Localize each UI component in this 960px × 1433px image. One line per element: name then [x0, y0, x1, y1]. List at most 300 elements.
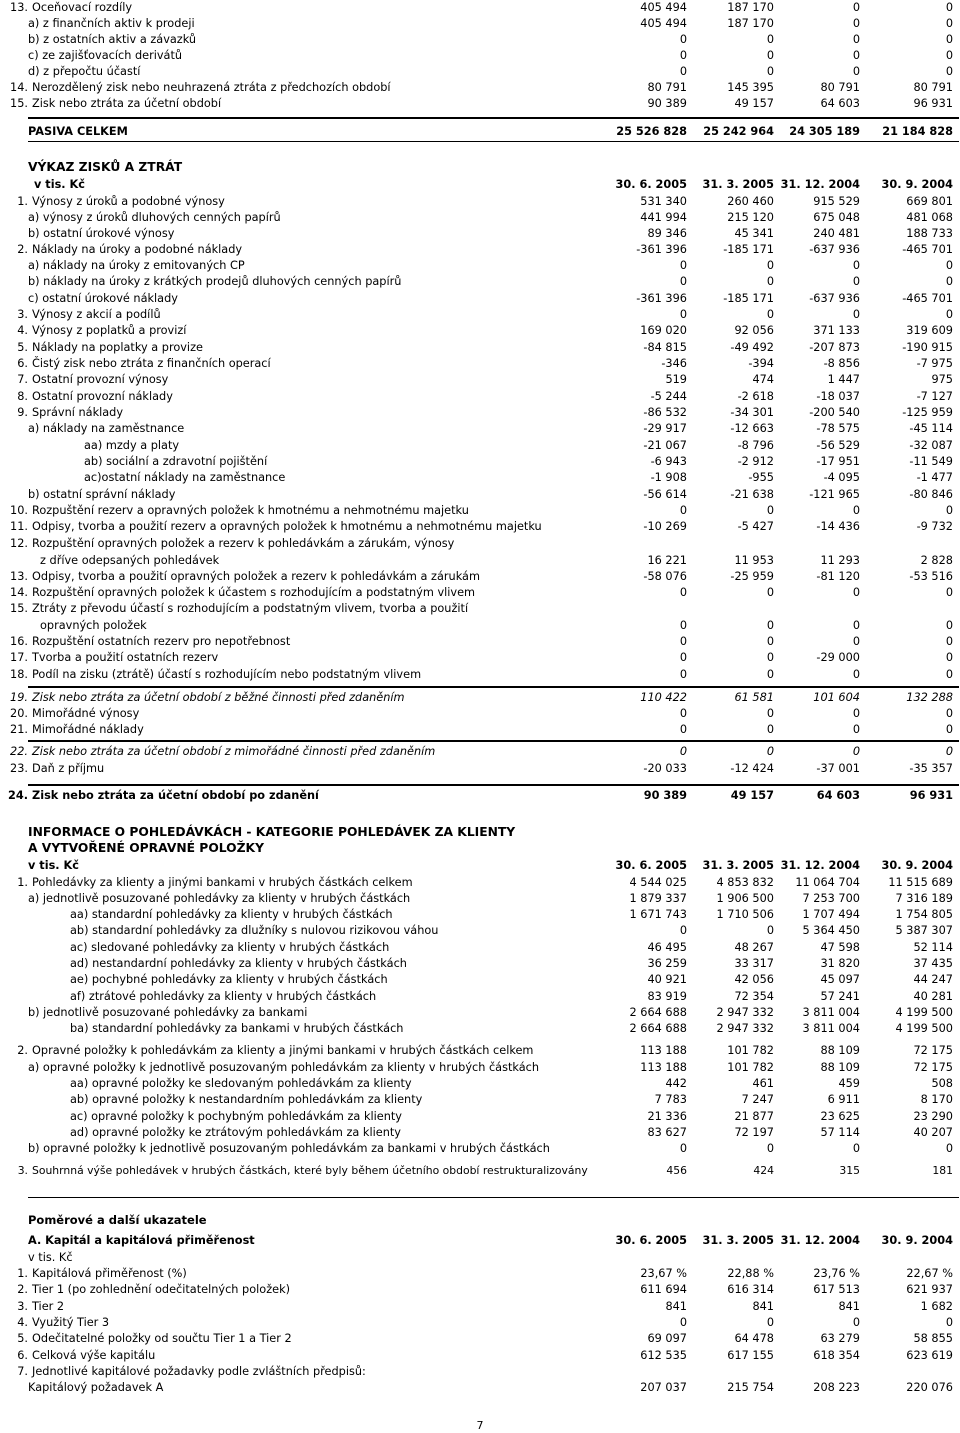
value-col-4: 621 937 — [906, 1283, 953, 1296]
vykaz-zisku-row — [0, 307, 960, 323]
row-label: c) ze zajišťovacích derivátů — [28, 49, 183, 62]
value-col-2: 0 — [766, 65, 774, 78]
row-label: Pohledávky za klienty a jinými bankami v hrubých částkách celkem — [32, 876, 413, 889]
row-label: Náklady na poplatky a provize — [32, 341, 203, 354]
row-label: Náklady na úroky a podobné náklady — [32, 243, 243, 256]
value-col-1: 0 — [679, 924, 687, 937]
value-col-2: -12 424 — [730, 762, 774, 775]
value-col-4: 96 931 — [909, 789, 953, 802]
value-col-3: 3 811 004 — [802, 1022, 860, 1035]
row-label: ac) opravné položky k pochybným pohledávkám za klienty — [70, 1110, 402, 1123]
value-col-3: 45 097 — [820, 973, 860, 986]
row-label: ab) standardní pohledávky za dlužníky s nulovou rizikovou váhou — [70, 924, 439, 937]
value-col-2: 21 877 — [734, 1110, 774, 1123]
row-label: Odpisy, tvorba a použití opravných položek a rezerv k pohledávkám a zárukám — [32, 570, 480, 583]
value-col-4: -125 959 — [902, 406, 953, 419]
value-col-4: 508 — [931, 1077, 953, 1090]
row-label: Kapitálová přiměřenost (%) — [32, 1267, 187, 1280]
row-number: 3. — [17, 1300, 28, 1313]
pomerove-ukazatele-row — [0, 1250, 960, 1266]
row-label: Rozpuštění opravných položek k účastem s rozhodujícím a podstatným vlivem — [32, 586, 476, 599]
value-col-2: 33 317 — [734, 957, 774, 970]
rozvaha-end-row — [0, 0, 960, 16]
row-number: 4. — [17, 324, 28, 337]
value-col-2: 45 341 — [734, 227, 774, 240]
pomerove-ukazatele-row — [0, 1348, 960, 1364]
row-label: a) náklady na úroky z emitovaných CP — [28, 259, 245, 272]
value-col-1: -346 — [661, 357, 687, 370]
row-label: a) z finančních aktiv k prodeji — [28, 17, 195, 30]
value-col-3: 31. 12. 2004 — [780, 859, 860, 872]
row-label: A. Kapitál a kapitálová přiměřenost — [28, 1234, 255, 1247]
value-col-4: -9 732 — [916, 520, 953, 533]
value-col-1: 611 694 — [640, 1283, 687, 1296]
value-col-4: 0 — [945, 586, 953, 599]
value-col-2: 0 — [766, 668, 774, 681]
vykaz-zisku-row — [0, 242, 960, 258]
value-col-2: 0 — [766, 275, 774, 288]
value-col-1: 2 664 688 — [629, 1022, 687, 1035]
row-label: Využitý Tier 3 — [32, 1316, 110, 1329]
value-col-1: 0 — [679, 707, 687, 720]
value-col-2: -185 171 — [723, 292, 774, 305]
value-col-2: -955 — [748, 471, 774, 484]
value-col-2: 0 — [766, 619, 774, 632]
row-label: Podíl na zisku (ztrátě) účastí s rozhodujícím nebo podstatným vlivem — [32, 668, 422, 681]
value-col-4: 58 855 — [913, 1332, 953, 1345]
pasiva-bottom-rule — [28, 141, 959, 142]
value-col-2: 31. 3. 2005 — [702, 859, 774, 872]
value-col-2: 0 — [766, 1316, 774, 1329]
row-label: b) ostatní úrokové výnosy — [28, 227, 175, 240]
value-col-2: 1 906 500 — [716, 892, 774, 905]
value-col-2: 101 782 — [727, 1044, 774, 1057]
value-col-1: 110 422 — [640, 691, 687, 704]
row-number: 15. — [10, 97, 28, 110]
value-col-1: 0 — [679, 33, 687, 46]
value-col-1: -58 076 — [643, 570, 687, 583]
value-col-3: 459 — [838, 1077, 860, 1090]
value-col-3: -207 873 — [809, 341, 860, 354]
value-col-3: 0 — [852, 259, 860, 272]
vykaz-zisku-row — [0, 210, 960, 226]
row-label: Ztráty z převodu účastí s rozhodujícím a podstatným vlivem, tvorba a použití — [32, 602, 469, 615]
value-col-1: 7 783 — [654, 1093, 687, 1106]
row-label: Ostatní provozní výnosy — [32, 373, 169, 386]
value-col-1: 90 389 — [643, 789, 687, 802]
value-col-3: 915 529 — [813, 195, 860, 208]
row-label: Kapitálový požadavek A — [28, 1381, 164, 1394]
value-col-2: 31. 3. 2005 — [702, 178, 774, 191]
row-number: 13. — [10, 570, 28, 583]
row-number: 16. — [10, 635, 28, 648]
net-profit-rule — [28, 784, 959, 786]
row-label: Souhrnná výše pohledávek v hrubých částkách, které byly během účetního období restrukturalizovány — [32, 1164, 588, 1177]
row-label: Mimořádné výnosy — [32, 707, 140, 720]
value-col-2: -21 638 — [730, 488, 774, 501]
value-col-4: 220 076 — [906, 1381, 953, 1394]
row-label: Odečitatelné položky od součtu Tier 1 a Tier 2 — [32, 1332, 292, 1345]
value-col-2: 64 478 — [734, 1332, 774, 1345]
value-col-2: -394 — [748, 357, 774, 370]
value-col-1: 83 919 — [647, 990, 687, 1003]
value-col-4: 1 682 — [920, 1300, 953, 1313]
vykaz-zisku-row — [0, 553, 960, 569]
value-col-3: 64 603 — [816, 789, 860, 802]
value-col-3: 208 223 — [813, 1381, 860, 1394]
pomerove-ukazatele-row — [0, 1331, 960, 1347]
informace-title-line-2: A VYTVOŘENÉ OPRAVNÉ POLOŽKY — [28, 841, 264, 855]
value-col-3: -637 936 — [809, 243, 860, 256]
value-col-3: 31. 12. 2004 — [780, 178, 860, 191]
value-col-2: 0 — [766, 745, 774, 758]
vykaz-zisku-row — [0, 634, 960, 650]
row-label: b) jednotlivě posuzované pohledávky za bankami — [28, 1006, 308, 1019]
value-col-1: -361 396 — [636, 243, 687, 256]
value-col-2: -185 171 — [723, 243, 774, 256]
value-col-4: 0 — [945, 259, 953, 272]
value-col-4: 22,67 % — [906, 1267, 953, 1280]
row-label: Opravné položky k pohledávkám za klienty a jinými bankami v hrubých částkách celkem — [32, 1044, 534, 1057]
value-col-1: 4 544 025 — [629, 876, 687, 889]
row-label: a) náklady na zaměstnance — [28, 422, 185, 435]
value-col-2: 145 395 — [727, 81, 774, 94]
value-col-1: 1 879 337 — [629, 892, 687, 905]
value-col-2: 0 — [766, 924, 774, 937]
row-label: ab) sociální a zdravotní pojištění — [84, 455, 268, 468]
value-col-1: 0 — [679, 1316, 687, 1329]
row-number: 9. — [17, 406, 28, 419]
vykaz-zisku-row — [0, 258, 960, 274]
row-number: 1. — [17, 1267, 28, 1280]
vykaz-zisku-row — [0, 323, 960, 339]
row-label: Nerozdělený zisk nebo neuhrazená ztráta z předchozích období — [32, 81, 391, 94]
informace-pohledavky-row — [0, 1043, 960, 1059]
value-col-3: -18 037 — [816, 390, 860, 403]
pomerove-ukazatele-row — [0, 1364, 960, 1380]
value-col-4: -1 477 — [916, 471, 953, 484]
informace-pohledavky-row — [0, 891, 960, 907]
value-col-2: 2 947 332 — [716, 1006, 774, 1019]
value-col-1: 841 — [665, 1300, 687, 1313]
value-col-2: -34 301 — [730, 406, 774, 419]
value-col-1: -29 917 — [643, 422, 687, 435]
row-label: a) jednotlivě posuzované pohledávky za klienty v hrubých částkách — [28, 892, 411, 905]
row-label: Mimořádné náklady — [32, 723, 144, 736]
value-col-4: 37 435 — [913, 957, 953, 970]
row-number: 20. — [10, 707, 28, 720]
value-col-1: -1 908 — [650, 471, 687, 484]
vykaz-zisku-row — [0, 421, 960, 437]
value-col-3: 0 — [852, 17, 860, 30]
row-label: c) ostatní úrokové náklady — [28, 292, 178, 305]
vykaz-zisku-row — [0, 618, 960, 634]
value-col-4: 132 288 — [906, 691, 953, 704]
value-col-3: 0 — [852, 586, 860, 599]
value-col-1: 441 994 — [640, 211, 687, 224]
row-label: Tier 1 (po zohlednění odečitatelných položek) — [32, 1283, 291, 1296]
value-col-4: 0 — [945, 635, 953, 648]
value-col-1: -56 614 — [643, 488, 687, 501]
value-col-3: 617 513 — [813, 1283, 860, 1296]
value-col-4: 0 — [945, 275, 953, 288]
value-col-1: 405 494 — [640, 17, 687, 30]
informace-pohledavky-row — [0, 1141, 960, 1157]
vykaz-zisku-row — [0, 601, 960, 617]
value-col-3: 57 241 — [820, 990, 860, 1003]
value-col-1: 0 — [679, 635, 687, 648]
value-col-3: 675 048 — [813, 211, 860, 224]
row-label: PASIVA CELKEM — [28, 125, 128, 138]
value-col-1: 36 259 — [647, 957, 687, 970]
rozvaha-end-row — [0, 80, 960, 96]
row-label: Výnosy z úroků a podobné výnosy — [32, 195, 225, 208]
value-col-1: 16 221 — [647, 554, 687, 567]
value-col-1: 207 037 — [640, 1381, 687, 1394]
row-number: 5. — [17, 341, 28, 354]
rozvaha-end-row — [0, 16, 960, 32]
value-col-3: 0 — [852, 745, 860, 758]
vykaz-zisku-title: VÝKAZ ZISKŮ A ZTRÁT — [28, 160, 183, 174]
row-number: 19. — [10, 691, 28, 704]
value-col-4: -35 357 — [909, 762, 953, 775]
value-col-3: 7 253 700 — [802, 892, 860, 905]
value-col-3: 6 911 — [827, 1093, 860, 1106]
vykaz-zisku-row — [0, 226, 960, 242]
value-col-1: 0 — [679, 308, 687, 321]
value-col-3: 23 625 — [820, 1110, 860, 1123]
value-col-1: -5 244 — [650, 390, 687, 403]
row-label: Správní náklady — [32, 406, 124, 419]
value-col-3: 371 133 — [813, 324, 860, 337]
vykaz-zisku-row — [0, 340, 960, 356]
value-col-1: 90 389 — [647, 97, 687, 110]
row-label: b) ostatní správní náklady — [28, 488, 176, 501]
value-col-3: 0 — [852, 668, 860, 681]
vykaz-zisku-row — [0, 519, 960, 535]
informace-pohledavky-row — [0, 972, 960, 988]
row-number: 10. — [10, 504, 28, 517]
row-label: af) ztrátové pohledávky za klienty v hrubých částkách — [70, 990, 377, 1003]
value-col-3: 0 — [852, 308, 860, 321]
vykaz-zisku-row — [0, 470, 960, 486]
value-col-1: -21 067 — [643, 439, 687, 452]
value-col-1: 456 — [666, 1164, 687, 1177]
value-col-2: 1 710 506 — [716, 908, 774, 921]
value-col-1: -10 269 — [643, 520, 687, 533]
row-number: 7. — [17, 1365, 28, 1378]
vykaz-zisku-row — [0, 487, 960, 503]
row-number: 5. — [17, 1332, 28, 1345]
value-col-2: 0 — [766, 707, 774, 720]
value-col-4: 0 — [945, 651, 953, 664]
value-col-1: -20 033 — [643, 762, 687, 775]
value-col-3: 24 305 189 — [789, 125, 860, 138]
row-label: ae) pochybné pohledávky za klienty v hrubých částkách — [70, 973, 388, 986]
value-col-4: -80 846 — [909, 488, 953, 501]
value-col-3: -78 575 — [816, 422, 860, 435]
value-col-1: 30. 6. 2005 — [615, 859, 687, 872]
value-col-4: 8 170 — [920, 1093, 953, 1106]
row-number: 12. — [10, 537, 28, 550]
pomerove-ukazatele-row — [0, 1380, 960, 1396]
value-col-3: 841 — [838, 1300, 860, 1313]
row-number: 21. — [10, 723, 28, 736]
informace-pohledavky-row — [0, 956, 960, 972]
value-col-2: 7 247 — [741, 1093, 774, 1106]
row-label: ac) sledované pohledávky za klienty v hrubých částkách — [70, 941, 390, 954]
row-label: Zisk nebo ztráta za účetní období — [32, 97, 222, 110]
value-col-2: 0 — [766, 308, 774, 321]
pomerove-ukazatele-row — [0, 1299, 960, 1315]
value-col-2: 61 581 — [734, 691, 774, 704]
extraordinary-rule — [28, 740, 959, 742]
value-col-4: 0 — [945, 1, 953, 14]
value-col-2: 474 — [752, 373, 774, 386]
rozvaha-end-row — [0, 48, 960, 64]
row-label: b) z ostatních aktiv a závazků — [28, 33, 197, 46]
value-col-4: 1 754 805 — [895, 908, 953, 921]
pomerove-title: Poměrové a další ukazatele — [28, 1213, 207, 1227]
value-col-3: 0 — [852, 1, 860, 14]
row-number: 8. — [17, 390, 28, 403]
value-col-4: 0 — [945, 49, 953, 62]
value-col-1: 169 020 — [640, 324, 687, 337]
value-col-3: 88 109 — [820, 1044, 860, 1057]
value-col-4: 96 931 — [913, 97, 953, 110]
informace-pohledavky-row — [0, 1092, 960, 1108]
rozvaha-end-row — [0, 32, 960, 48]
value-col-2: -2 618 — [737, 390, 774, 403]
value-col-4: 0 — [945, 308, 953, 321]
rozvaha-end-row — [0, 124, 960, 140]
value-col-3: 0 — [852, 49, 860, 62]
row-number: 23. — [10, 762, 28, 775]
value-col-1: 2 664 688 — [629, 1006, 687, 1019]
informace-pohledavky-row — [0, 1021, 960, 1037]
value-col-4: 40 207 — [913, 1126, 953, 1139]
value-col-1: 0 — [679, 619, 687, 632]
value-col-3: 240 481 — [813, 227, 860, 240]
value-col-3: -121 965 — [809, 488, 860, 501]
value-col-4: 0 — [945, 1142, 953, 1155]
vykaz-zisku-row — [0, 761, 960, 777]
pomerove-ukazatele-row — [0, 1315, 960, 1331]
value-col-2: 461 — [752, 1077, 774, 1090]
pasiva-top-rule — [28, 117, 959, 119]
value-col-2: 42 056 — [734, 973, 774, 986]
row-label: opravných položek — [40, 619, 147, 632]
value-col-2: 260 460 — [727, 195, 774, 208]
value-col-2: 0 — [766, 635, 774, 648]
value-col-1: 113 188 — [640, 1061, 687, 1074]
value-col-3: -637 936 — [809, 292, 860, 305]
value-col-4: 21 184 828 — [882, 125, 953, 138]
value-col-1: 113 188 — [640, 1044, 687, 1057]
value-col-4: 319 609 — [906, 324, 953, 337]
value-col-1: 442 — [665, 1077, 687, 1090]
value-col-4: 0 — [945, 745, 953, 758]
value-col-3: -200 540 — [809, 406, 860, 419]
value-col-4: 52 114 — [913, 941, 953, 954]
value-col-3: -81 120 — [816, 570, 860, 583]
value-col-4: -190 915 — [902, 341, 953, 354]
informace-title-line-1: INFORMACE O POHLEDÁVKÁCH - KATEGORIE POHLEDÁVEK ZA KLIENTY — [28, 825, 516, 839]
row-label: v tis. Kč — [28, 1251, 73, 1264]
value-col-4: 30. 9. 2004 — [881, 859, 953, 872]
value-col-1: 0 — [679, 668, 687, 681]
value-col-1: 0 — [679, 745, 687, 758]
vykaz-zisku-row — [0, 177, 960, 193]
value-col-4: 0 — [945, 33, 953, 46]
value-col-4: 0 — [945, 504, 953, 517]
vykaz-zisku-row — [0, 274, 960, 290]
row-number: 17. — [10, 651, 28, 664]
value-col-1: 612 535 — [640, 1349, 687, 1362]
value-col-3: 3 811 004 — [802, 1006, 860, 1019]
row-number: 2. — [17, 243, 28, 256]
row-label: Tier 2 — [32, 1300, 65, 1313]
value-col-1: 89 346 — [647, 227, 687, 240]
vykaz-zisku-row — [0, 536, 960, 552]
value-col-3: 11 064 704 — [795, 876, 860, 889]
value-col-1: -86 532 — [643, 406, 687, 419]
value-col-4: 2 828 — [920, 554, 953, 567]
row-label: ad) nestandardní pohledávky za klienty v hrubých částkách — [70, 957, 407, 970]
value-col-2: 0 — [766, 586, 774, 599]
value-col-1: -84 815 — [643, 341, 687, 354]
value-col-1: 0 — [679, 586, 687, 599]
row-number: 6. — [17, 1349, 28, 1362]
value-col-1: 531 340 — [640, 195, 687, 208]
value-col-1: 21 336 — [647, 1110, 687, 1123]
value-col-4: -7 975 — [916, 357, 953, 370]
value-col-1: -361 396 — [636, 292, 687, 305]
value-col-3: 101 604 — [813, 691, 860, 704]
value-col-4: 44 247 — [913, 973, 953, 986]
value-col-3: -37 001 — [816, 762, 860, 775]
value-col-3: 63 279 — [820, 1332, 860, 1345]
row-number: 24. — [8, 789, 29, 802]
row-label: v tis. Kč — [34, 178, 85, 191]
value-col-4: 40 281 — [913, 990, 953, 1003]
row-label: ab) opravné položky k nestandardním pohledávkám za klienty — [70, 1093, 423, 1106]
section-divider — [28, 1197, 959, 1198]
value-col-1: 83 627 — [647, 1126, 687, 1139]
informace-pohledavky-row — [0, 1109, 960, 1125]
informace-pohledavky-row — [0, 875, 960, 891]
value-col-3: 315 — [839, 1164, 860, 1177]
value-col-3: -29 000 — [816, 651, 860, 664]
vykaz-zisku-row — [0, 372, 960, 388]
value-col-4: 0 — [945, 65, 953, 78]
row-label: Tvorba a použití ostatních rezerv — [32, 651, 219, 664]
row-label: a) opravné položky k jednotlivě posuzovaným pohledávkám za klienty v hrubých částkách — [28, 1061, 540, 1074]
value-col-3: 47 598 — [820, 941, 860, 954]
vykaz-zisku-row — [0, 667, 960, 683]
value-col-4: 181 — [932, 1164, 953, 1177]
row-label: aa) mzdy a platy — [84, 439, 180, 452]
value-col-1: 25 526 828 — [616, 125, 687, 138]
row-label: aa) standardní pohledávky za klienty v hrubých částkách — [70, 908, 393, 921]
value-col-4: 7 316 189 — [895, 892, 953, 905]
row-number: 1. — [17, 195, 28, 208]
value-col-2: 0 — [766, 49, 774, 62]
value-col-1: 0 — [679, 651, 687, 664]
row-label: Výnosy z akcií a podílů — [32, 308, 161, 321]
value-col-4: 4 199 500 — [895, 1022, 953, 1035]
value-col-1: 23,67 % — [640, 1267, 687, 1280]
